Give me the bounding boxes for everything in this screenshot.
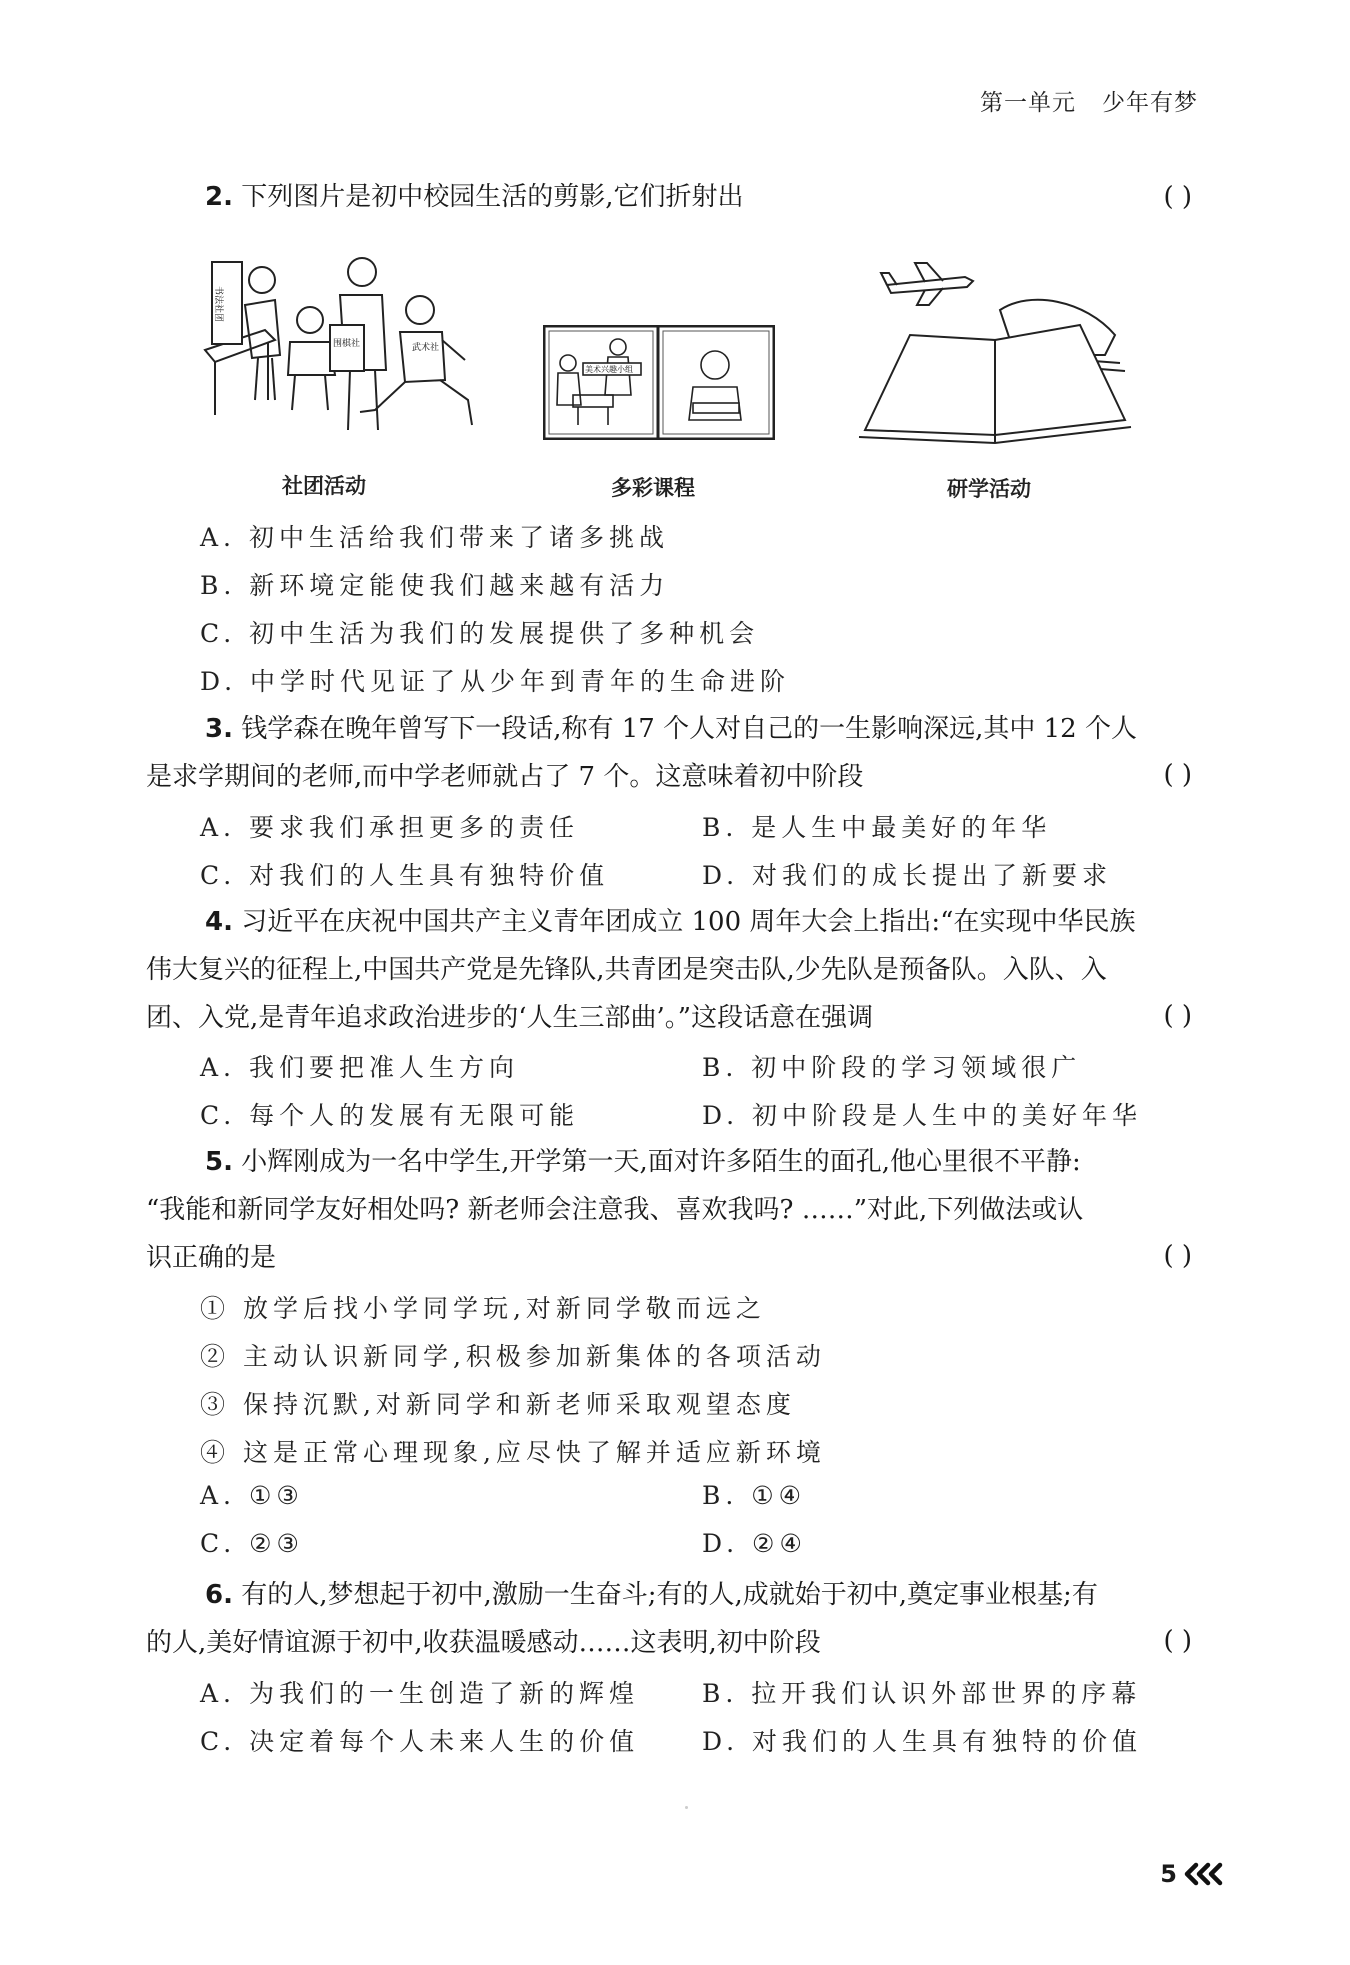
q2-option-c: C. 初中生活为我们的发展提供了多种机会 <box>200 619 760 648</box>
diverse-courses-illustration <box>543 325 775 440</box>
q2-number: 2. <box>205 182 233 212</box>
caption-club-activities: 社团活动 <box>282 474 366 498</box>
q5-number: 5. <box>205 1147 233 1177</box>
q5-statement-1: ① 放学后找小学同学玩,对新同学敬而远之 <box>200 1294 766 1323</box>
q5-option-c: C. ②③ <box>200 1529 304 1558</box>
q4-line1-text: 习近平在庆祝中国共产主义青年团成立 100 周年大会上指出:“在实现中华民族 <box>241 907 1136 937</box>
q5-statement-2: ② 主动认识新同学,积极参加新集体的各项活动 <box>200 1342 826 1371</box>
q3-answer-blank: ( ) <box>1163 760 1192 790</box>
q6-answer-blank: ( ) <box>1163 1626 1192 1656</box>
q4-option-c: C. 每个人的发展有无限可能 <box>200 1101 580 1130</box>
caption-study-trip: 研学活动 <box>947 477 1031 501</box>
q2-answer-blank: ( ) <box>1163 182 1192 212</box>
q4-option-a: A. 我们要把准人生方向 <box>200 1053 519 1082</box>
study-trip-illustration <box>855 255 1135 445</box>
q6-option-c: C. 决定着每个人未来人生的价值 <box>200 1727 640 1756</box>
q5-statement-4: ④ 这是正常心理现象,应尽快了解并适应新环境 <box>200 1438 826 1467</box>
q3-option-b: B. 是人生中最美好的年华 <box>702 813 1052 842</box>
q3-option-c: C. 对我们的人生具有独特价值 <box>200 861 610 890</box>
q4-stem-line3: 团、入党,是青年追求政治进步的‘人生三部曲’。”这段话意在强调 <box>146 1003 874 1033</box>
q5-statement-3: ③ 保持沉默,对新同学和新老师采取观望态度 <box>200 1390 796 1419</box>
q5-option-d: D. ②④ <box>702 1529 807 1558</box>
q6-stem-line2: 的人,美好情谊源于初中,收获温暖感动……这表明,初中阶段 <box>146 1628 821 1658</box>
running-header <box>980 84 1198 117</box>
q5-option-b: B. ①④ <box>702 1481 807 1510</box>
q4-number: 4. <box>205 907 233 937</box>
q2-stem-text: 下列图片是初中校园生活的剪影,它们折射出 <box>241 182 744 212</box>
q5-line1-text: 小辉刚成为一名中学生,开学第一天,面对许多陌生的面孔,他心里很不平静: <box>241 1147 1081 1177</box>
q4-stem-line2: 伟大复兴的征程上,中国共产党是先锋队,共青团是突击队,少先队是预备队。入队、入 <box>146 955 1107 985</box>
q4-option-d: D. 初中阶段是人生中的美好年华 <box>702 1101 1143 1130</box>
unit-label: 第一单元 <box>980 90 1076 116</box>
q2-option-a: A. 初中生活给我们带来了诸多挑战 <box>200 523 669 552</box>
sign-label-wushu: 武术社 <box>412 343 440 353</box>
q5-stem-line3: 识正确的是 <box>146 1243 277 1273</box>
q2-option-b: B. 新环境定能使我们越来越有活力 <box>200 571 670 600</box>
q6-stem-line1 <box>205 1578 1098 1612</box>
q5-stem-line1 <box>205 1145 1081 1179</box>
sign-label-calligraphy: 书法社团 <box>213 286 223 323</box>
caption-diverse-courses: 多彩课程 <box>611 476 695 500</box>
club-activities-illustration <box>200 250 480 440</box>
q6-option-d: D. 对我们的人生具有独特的价值 <box>702 1727 1143 1756</box>
q3-stem-line1 <box>205 712 1137 746</box>
q3-option-a: A. 要求我们承担更多的责任 <box>200 813 579 842</box>
q6-option-b: B. 拉开我们认识外部世界的序幕 <box>702 1679 1142 1708</box>
q3-number: 3. <box>205 714 233 744</box>
scan-speck <box>685 1806 688 1809</box>
unit-title: 少年有梦 <box>1102 90 1198 116</box>
q2-stem <box>205 180 744 214</box>
q6-number: 6. <box>205 1580 233 1610</box>
q6-option-a: A. 为我们的一生创造了新的辉煌 <box>200 1679 639 1708</box>
q5-stem-line2: “我能和新同学友好相处吗? 新老师会注意我、喜欢我吗? ……”对此,下列做法或认 <box>146 1195 1084 1225</box>
q4-answer-blank: ( ) <box>1163 1001 1192 1031</box>
banner-label: 美术兴趣小组 <box>585 365 633 374</box>
sign-label-go: 围棋社 <box>333 339 361 349</box>
q4-stem-line1 <box>205 905 1135 939</box>
page-number-text: 5 <box>1160 1860 1177 1888</box>
q3-stem-line2: 是求学期间的老师,而中学老师就占了 7 个。这意味着初中阶段 <box>146 762 864 792</box>
q5-option-a: A. ①③ <box>200 1481 304 1510</box>
q3-option-d: D. 对我们的成长提出了新要求 <box>702 861 1113 890</box>
q2-option-d: D. 中学时代见证了从少年到青年的生命进阶 <box>200 667 791 696</box>
q6-line1-text: 有的人,梦想起于初中,激励一生奋斗;有的人,成就始于初中,奠定事业根基;有 <box>241 1580 1098 1610</box>
triple-chevron-left-icon <box>1183 1862 1225 1886</box>
q3-line1-text: 钱学森在晚年曾写下一段话,称有 17 个人对自己的一生影响深远,其中 12 个人 <box>241 714 1137 744</box>
page-number <box>1160 1860 1225 1888</box>
q5-answer-blank: ( ) <box>1163 1241 1192 1271</box>
q4-option-b: B. 初中阶段的学习领域很广 <box>702 1053 1082 1082</box>
